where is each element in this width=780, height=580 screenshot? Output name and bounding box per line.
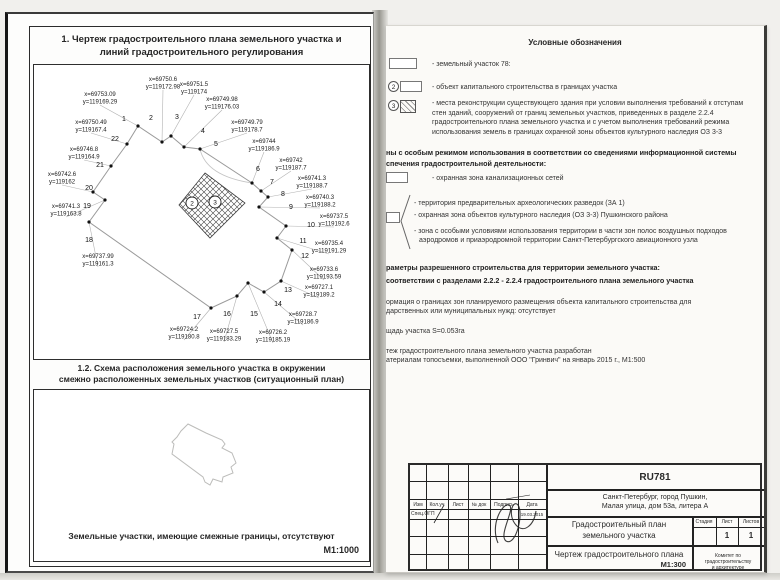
- svg-text:2: 2: [190, 200, 194, 208]
- grid-col-podpis: Подпись: [494, 502, 514, 508]
- svg-text:x=69727.5: x=69727.5: [209, 329, 239, 335]
- doc-title-line1: Градостроительный план: [571, 520, 667, 529]
- svg-text:8: 8: [281, 191, 285, 198]
- plot-area-line: щадь участка S=0.053га: [386, 328, 465, 335]
- svg-text:x=69744: x=69744: [252, 139, 276, 145]
- svg-text:9: 9: [289, 204, 293, 211]
- legend-reconstruction-line2: стен зданий, сооружений от границ земельных участков, приведенных в разделе 2.2.4: [432, 109, 714, 117]
- svg-text:19: 19: [83, 203, 91, 210]
- svg-text:x=69737.99: x=69737.99: [82, 254, 114, 260]
- zones-group-item2: - охранная зона объектов культурного наследия (ОЗ 3-3) Пушкинского района: [414, 212, 668, 219]
- svg-text:y=119167.4: y=119167.4: [75, 127, 107, 134]
- stage-col-listov: Листов: [742, 519, 760, 525]
- legend-symbol-sewer-zone: [386, 172, 408, 183]
- situational-scale-label: М1:1000: [323, 545, 359, 555]
- svg-text:y=119169.29: y=119169.29: [82, 99, 118, 106]
- signature-scribble: [410, 465, 546, 569]
- address-line2: Малая улица, дом 53а, литера А: [601, 503, 709, 510]
- svg-text:18: 18: [85, 237, 93, 244]
- svg-text:x=69728.7: x=69728.7: [288, 312, 318, 318]
- svg-text:7: 7: [270, 179, 274, 186]
- svg-text:x=69735.4: x=69735.4: [314, 241, 344, 247]
- svg-text:x=69727.1: x=69727.1: [304, 285, 334, 291]
- svg-text:x=69749.98: x=69749.98: [206, 97, 238, 103]
- svg-text:y=119188.2: y=119188.2: [304, 202, 336, 209]
- svg-text:2: 2: [149, 115, 153, 122]
- legend-symbol-reconstruction: [400, 100, 416, 113]
- svg-text:y=119161.3: y=119161.3: [82, 261, 114, 268]
- svg-text:x=69741.3: x=69741.3: [51, 204, 81, 210]
- svg-text:x=69726.2: x=69726.2: [258, 330, 288, 336]
- svg-text:15: 15: [250, 311, 258, 318]
- legend-reconstruction-line1: - места реконструкции существующего здания при условии выполнения требований к отступам: [432, 100, 744, 107]
- svg-text:14: 14: [274, 301, 282, 308]
- plot-diagram: [34, 65, 369, 359]
- legend-item-sewer-zone: - охранная зона канализационных сетей: [432, 175, 564, 182]
- svg-text:y=119172.98: y=119172.98: [145, 84, 181, 91]
- tb-hline: [546, 545, 764, 547]
- svg-text:y=119192.6: y=119192.6: [318, 221, 350, 228]
- stage-sheet-value: 1: [724, 531, 730, 540]
- svg-text:x=69724.2: x=69724.2: [169, 327, 199, 333]
- grid-col-ndok: № док: [471, 502, 487, 508]
- section12-title-line1: 1.2. Схема расположения земельного участка в окружении: [77, 363, 326, 373]
- svg-text:y=119180.8: y=119180.8: [168, 334, 200, 341]
- zones-group-item3-line2: аэродромов и приаэродромной территории Санкт-Петербургского авиационного узла: [419, 237, 698, 244]
- svg-text:y=119185.19: y=119185.19: [255, 337, 291, 344]
- grid-row-date: 19.03.2015: [520, 512, 544, 517]
- svg-text:y=119183.29: y=119183.29: [206, 336, 242, 343]
- legend-title: Условные обозначения: [528, 38, 622, 47]
- svg-text:x=69751.5: x=69751.5: [179, 82, 209, 88]
- committee: [692, 553, 764, 571]
- grid-col-koluch: Кол.уч: [429, 502, 445, 508]
- section1-title-line1: 1. Чертеж градостроительного плана земельного участка и: [61, 34, 342, 45]
- grid-col-izm: Изм: [413, 502, 423, 508]
- grid-col-data: Дата: [526, 502, 538, 508]
- situational-plan-box: [33, 389, 370, 562]
- svg-text:3: 3: [175, 114, 179, 121]
- svg-text:y=119163.8: y=119163.8: [50, 211, 82, 218]
- title-block: [408, 463, 762, 571]
- drawing-scale: М1:300: [660, 560, 686, 569]
- svg-text:17: 17: [193, 314, 201, 321]
- svg-text:y=119178.7: y=119178.7: [231, 127, 263, 134]
- legend-reconstruction-line4: использования земель в границах охранной зоны объектов культурного наследия ОЗ 3-3: [432, 128, 723, 136]
- svg-text:x=69742.6: x=69742.6: [47, 172, 77, 178]
- legend-badge-reconstruction: 3: [388, 100, 399, 111]
- legend-item-capital-object: - объект капитального строительства в границах участка: [432, 84, 618, 91]
- svg-text:1: 1: [122, 116, 126, 123]
- svg-text:y=119164.9: y=119164.9: [68, 154, 100, 161]
- stage-col-list: Лист: [721, 519, 733, 525]
- legend-item-parcel: - земельный участок 78:: [432, 61, 511, 68]
- svg-text:10: 10: [307, 222, 315, 229]
- section12-title: [33, 363, 370, 385]
- doc-title-line2: земельного участка: [582, 530, 656, 540]
- committee-line2: и архитектуре: [711, 565, 745, 571]
- special-zones-heading-line2: спечения градостроительной деятельности:: [386, 159, 547, 168]
- legend-item-reconstruction: [432, 99, 767, 137]
- svg-text:16: 16: [223, 311, 231, 318]
- svg-text:13: 13: [284, 287, 292, 294]
- zones-group-item1: - территория предварительных археологических разведок (ЗА 1): [414, 200, 625, 207]
- grid-col-list: Лист: [452, 502, 464, 508]
- zones-group-item3-line1: - зона с особыми условиями использования территории в части зон полос воздушных подходов: [414, 228, 727, 235]
- svg-text:x=69733.6: x=69733.6: [309, 267, 339, 273]
- special-zones-heading: [386, 147, 764, 169]
- svg-text:y=119188.7: y=119188.7: [296, 183, 328, 190]
- stage-hline: [692, 527, 764, 528]
- svg-text:y=119186.9: y=119186.9: [287, 319, 319, 326]
- stage-col-stadia: Стадия: [695, 519, 713, 525]
- svg-text:6: 6: [256, 166, 260, 173]
- svg-text:x=69750.49: x=69750.49: [75, 120, 107, 126]
- stage-sheets-value: 1: [748, 531, 754, 540]
- legend-symbol-capital-object: [400, 81, 422, 92]
- tb-hline: [546, 516, 764, 518]
- section12-title-line2: смежно расположенных земельных участков (ситуационный план): [58, 374, 345, 384]
- section1-title: [33, 33, 370, 59]
- building-params-line2: соответствии с разделами 2.2.2 - 2.2.4 градостроительного плана земельного участка: [386, 276, 694, 285]
- svg-text:y=119162: y=119162: [48, 179, 76, 186]
- svg-text:y=119176.03: y=119176.03: [204, 104, 240, 111]
- svg-text:x=69740.3: x=69740.3: [305, 195, 335, 201]
- placement-info-line1: ормация о границах зон планируемого размещения объекта капитального строительства для: [386, 299, 692, 306]
- svg-text:x=69746.8: x=69746.8: [69, 147, 99, 153]
- svg-text:11: 11: [299, 238, 307, 245]
- address-line1: Санкт-Петербург, город Пушкин,: [602, 494, 708, 501]
- svg-text:5: 5: [214, 141, 218, 148]
- tb-hline: [546, 489, 764, 491]
- legend-symbol-parcel: [389, 58, 417, 69]
- placement-info-line2: дарственных или муниципальных нужд: отсутствует: [386, 308, 556, 315]
- plot-drawing-box: [33, 64, 370, 360]
- brace-icon: [398, 193, 412, 251]
- titleblock-code: RU781: [639, 472, 671, 483]
- svg-text:y=119191.29: y=119191.29: [311, 248, 347, 255]
- grid-row-label: Спец.ОГП: [411, 511, 435, 517]
- svg-text:y=119174: y=119174: [180, 89, 208, 96]
- svg-text:22: 22: [111, 136, 119, 143]
- committee-line1: Комитет по градостроительству: [704, 553, 752, 565]
- titleblock-address: [546, 493, 764, 511]
- svg-text:x=69741.3: x=69741.3: [297, 176, 327, 182]
- svg-text:3: 3: [213, 199, 217, 207]
- section1-title-line2: линий градостроительного регулирования: [99, 47, 304, 58]
- svg-text:x=69749.79: x=69749.79: [231, 120, 263, 126]
- special-zones-heading-line1: ны с особым режимом использования в соответствии со сведениями информационной системы: [386, 148, 737, 157]
- svg-text:y=119187.7: y=119187.7: [275, 165, 307, 172]
- developed-line1: теж градостроительного плана земельного участка разработан: [386, 348, 592, 355]
- building-params-line1: раметры разрешенного строительства для территории земельного участка:: [386, 263, 660, 272]
- drawing-title: Чертеж градостроительного плана: [554, 550, 684, 559]
- no-adjacent-plots-note: Земельные участки, имеющие смежные границы, отсутствуют: [68, 531, 335, 541]
- developed-line2: атериалам топосъемки, выполненной ООО "Гринвич" на январь 2015 г., М1:500: [386, 357, 646, 364]
- svg-text:21: 21: [96, 162, 104, 169]
- scan-bottom-shadow: [0, 573, 780, 580]
- legend-badge-capital-object: 2: [388, 81, 399, 92]
- svg-text:x=69737.5: x=69737.5: [319, 214, 349, 220]
- svg-text:x=69753.09: x=69753.09: [84, 92, 116, 98]
- legend-reconstruction-line3: градостроительного плана земельного участка и с учетом выполнения требований режима: [432, 119, 730, 126]
- titleblock-doc-title: [546, 520, 692, 541]
- svg-text:x=69750.6: x=69750.6: [148, 77, 178, 83]
- svg-text:4: 4: [201, 128, 205, 135]
- svg-text:y=119186.9: y=119186.9: [248, 146, 280, 153]
- svg-text:20: 20: [85, 185, 93, 192]
- svg-text:y=119189.2: y=119189.2: [303, 292, 335, 299]
- svg-text:12: 12: [301, 253, 309, 260]
- svg-text:x=69742: x=69742: [279, 158, 303, 164]
- svg-text:y=119193.59: y=119193.59: [306, 274, 342, 281]
